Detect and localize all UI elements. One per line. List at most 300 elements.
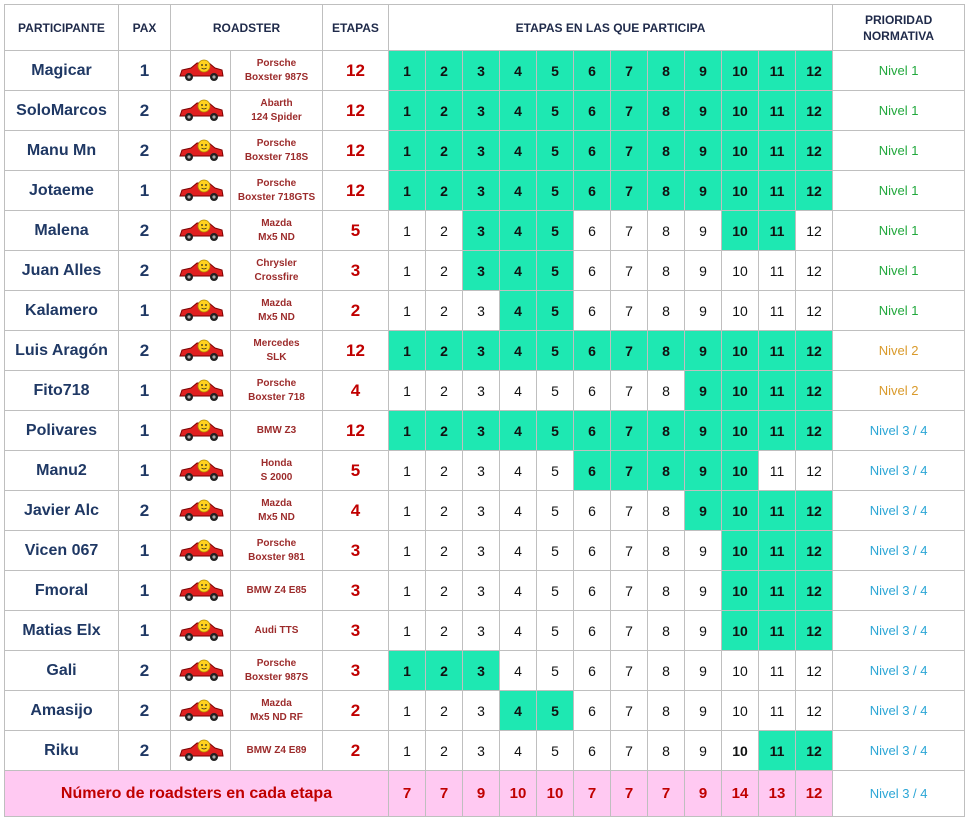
priority-level: Nivel 1: [833, 291, 965, 331]
stage-cell: 10: [722, 611, 759, 651]
priority-level: Nivel 3 / 4: [833, 731, 965, 771]
stage-cell: 5: [537, 571, 574, 611]
stage-cell: 1: [389, 291, 426, 331]
stage-cell: 1: [389, 171, 426, 211]
roadster-icon-cell: [171, 491, 231, 531]
stage-cell: 6: [574, 531, 611, 571]
stage-cell: 11: [759, 331, 796, 371]
roadster-model-line2: Mx5 ND: [258, 231, 295, 243]
stage-cell: 4: [500, 211, 537, 251]
roadster-icon-cell: [171, 651, 231, 691]
participant-name: Jotaeme: [5, 171, 119, 211]
stage-cell: 11: [759, 371, 796, 411]
stage-cell: 11: [759, 691, 796, 731]
etapas-count: 12: [323, 51, 389, 91]
roadster-model-line1: Abarth: [260, 97, 293, 109]
etapas-count: 3: [323, 571, 389, 611]
roadster-model-line2: S 2000: [260, 471, 293, 483]
table-row: [5, 691, 965, 731]
participant-name: Fmoral: [5, 571, 119, 611]
table-row: [5, 531, 965, 571]
stage-cell: 9: [685, 411, 722, 451]
stage-cell: 12: [796, 491, 833, 531]
stage-cell: 4: [500, 611, 537, 651]
pax-value: 1: [119, 531, 171, 571]
header-prioridad-line2: NORMATIVA: [863, 28, 935, 43]
etapas-count: 4: [323, 371, 389, 411]
stage-cell: 3: [463, 611, 500, 651]
stage-cell: 3: [463, 51, 500, 91]
roadster-icon-cell: [171, 571, 231, 611]
priority-level: Nivel 3 / 4: [833, 491, 965, 531]
stage-cell: 4: [500, 91, 537, 131]
stage-cell: 9: [685, 211, 722, 251]
stage-cell: 7: [611, 651, 648, 691]
stage-cell: 6: [574, 651, 611, 691]
stage-cell: 6: [574, 491, 611, 531]
roadster-model-line1: Honda: [260, 457, 293, 469]
stage-cell: 12: [796, 131, 833, 171]
stage-cell: 8: [648, 731, 685, 771]
car-icon: [177, 658, 225, 684]
etapas-count: 3: [323, 651, 389, 691]
priority-level: Nivel 2: [833, 331, 965, 371]
roadster-icon-cell: [171, 131, 231, 171]
roadster-model-line2: Boxster 981: [248, 551, 305, 563]
roadster-icon-cell: [171, 611, 231, 651]
etapas-count: 12: [323, 331, 389, 371]
stage-cell: 9: [685, 731, 722, 771]
pax-value: 1: [119, 171, 171, 211]
table-row: [5, 611, 965, 651]
stage-total: 14: [722, 771, 759, 817]
stage-cell: 9: [685, 611, 722, 651]
stage-cell: 4: [500, 731, 537, 771]
stage-cell: 1: [389, 211, 426, 251]
table-row: [5, 571, 965, 611]
participant-name: Riku: [5, 731, 119, 771]
stage-cell: 11: [759, 731, 796, 771]
stage-cell: 9: [685, 571, 722, 611]
header-participante: PARTICIPANTE: [5, 5, 119, 51]
etapas-count: 3: [323, 611, 389, 651]
etapas-count: 5: [323, 211, 389, 251]
stage-cell: 6: [574, 611, 611, 651]
roadster-model: [231, 451, 323, 491]
table-row: [5, 651, 965, 691]
stage-cell: 1: [389, 331, 426, 371]
stage-cell: 11: [759, 491, 796, 531]
roadster-icon-cell: [171, 371, 231, 411]
stage-cell: 5: [537, 531, 574, 571]
car-icon: [177, 418, 225, 444]
stage-cell: 8: [648, 451, 685, 491]
priority-level: Nivel 3 / 4: [833, 611, 965, 651]
etapas-count: 3: [323, 251, 389, 291]
car-icon: [177, 138, 225, 164]
pax-value: 2: [119, 91, 171, 131]
priority-level: Nivel 3 / 4: [833, 691, 965, 731]
roadster-model: [231, 131, 323, 171]
stage-cell: 9: [685, 491, 722, 531]
roadster-icon-cell: [171, 691, 231, 731]
stage-cell: 5: [537, 131, 574, 171]
stage-cell: 2: [426, 691, 463, 731]
priority-level: Nivel 1: [833, 251, 965, 291]
roadster-model-line1: Chrysler: [256, 257, 297, 269]
stage-cell: 12: [796, 171, 833, 211]
stage-cell: 7: [611, 51, 648, 91]
car-icon: [177, 378, 225, 404]
stage-cell: 5: [537, 251, 574, 291]
stage-cell: 1: [389, 691, 426, 731]
stage-cell: 12: [796, 251, 833, 291]
participant-name: Luis Aragón: [5, 331, 119, 371]
pax-value: 1: [119, 291, 171, 331]
stage-cell: 2: [426, 131, 463, 171]
stage-cell: 12: [796, 611, 833, 651]
stage-cell: 8: [648, 691, 685, 731]
stage-cell: 1: [389, 531, 426, 571]
priority-level: Nivel 1: [833, 51, 965, 91]
roadster-model-line1: Porsche: [256, 657, 297, 669]
stage-cell: 10: [722, 371, 759, 411]
stage-cell: 10: [722, 531, 759, 571]
roadster-model-line2: Mx5 ND: [258, 511, 295, 523]
etapas-count: 2: [323, 731, 389, 771]
table-row: [5, 411, 965, 451]
table-row: [5, 91, 965, 131]
stage-cell: 6: [574, 371, 611, 411]
stage-cell: 3: [463, 331, 500, 371]
stage-cell: 5: [537, 491, 574, 531]
stage-cell: 8: [648, 251, 685, 291]
stage-cell: 2: [426, 331, 463, 371]
stage-cell: 6: [574, 411, 611, 451]
roadster-icon-cell: [171, 211, 231, 251]
stage-cell: 5: [537, 51, 574, 91]
car-icon: [177, 218, 225, 244]
stage-cell: 7: [611, 371, 648, 411]
participant-name: Malena: [5, 211, 119, 251]
stage-cell: 6: [574, 731, 611, 771]
roadster-model-line2: Mx5 ND RF: [250, 711, 303, 723]
stage-cell: 3: [463, 731, 500, 771]
stage-cell: 6: [574, 211, 611, 251]
stage-cell: 6: [574, 291, 611, 331]
stage-total: 9: [463, 771, 500, 817]
stage-cell: 9: [685, 531, 722, 571]
roadster-model: [231, 211, 323, 251]
participants-table: [4, 4, 965, 817]
etapas-count: 12: [323, 131, 389, 171]
pax-value: 2: [119, 731, 171, 771]
stage-cell: 2: [426, 491, 463, 531]
car-icon: [177, 338, 225, 364]
stage-cell: 3: [463, 571, 500, 611]
stage-cell: 3: [463, 691, 500, 731]
stage-cell: 4: [500, 411, 537, 451]
roadster-model-line2: Boxster 718S: [244, 151, 309, 163]
roadster-model-line1: Porsche: [256, 137, 297, 149]
stage-cell: 5: [537, 371, 574, 411]
stage-cell: 7: [611, 211, 648, 251]
header-prioridad-line1: PRIORIDAD: [864, 12, 933, 27]
pax-value: 1: [119, 51, 171, 91]
stage-cell: 9: [685, 651, 722, 691]
roadster-model-line2: Boxster 987S: [244, 671, 309, 683]
stage-cell: 12: [796, 571, 833, 611]
roadster-model-line2: 124 Spider: [251, 111, 302, 123]
roadster-model-line2: Boxster 987S: [244, 71, 309, 83]
stage-cell: 2: [426, 51, 463, 91]
participant-name: Gali: [5, 651, 119, 691]
header-etapas-participa: ETAPAS EN LAS QUE PARTICIPA: [389, 5, 833, 51]
stage-cell: 4: [500, 491, 537, 531]
table-row: [5, 331, 965, 371]
priority-level: Nivel 1: [833, 211, 965, 251]
stage-cell: 12: [796, 371, 833, 411]
stage-cell: 1: [389, 451, 426, 491]
stage-cell: 2: [426, 171, 463, 211]
totals-priority: Nivel 3 / 4: [833, 771, 965, 817]
table-row: [5, 451, 965, 491]
etapas-count: 2: [323, 291, 389, 331]
roadster-model: [231, 291, 323, 331]
stage-cell: 6: [574, 451, 611, 491]
roadster-model: [231, 411, 323, 451]
stage-cell: 7: [611, 411, 648, 451]
stage-cell: 1: [389, 411, 426, 451]
roadster-model-line1: Mercedes: [253, 337, 300, 349]
stage-total: 10: [500, 771, 537, 817]
stage-cell: 12: [796, 411, 833, 451]
etapas-count: 12: [323, 411, 389, 451]
car-icon: [177, 98, 225, 124]
stage-cell: 10: [722, 451, 759, 491]
stage-cell: 3: [463, 251, 500, 291]
stage-cell: 9: [685, 171, 722, 211]
header-row: [5, 5, 965, 51]
participant-name: Amasijo: [5, 691, 119, 731]
roadster-icon-cell: [171, 731, 231, 771]
stage-cell: 9: [685, 131, 722, 171]
stage-cell: 11: [759, 451, 796, 491]
roadster-model-line1: Audi TTS: [254, 624, 299, 636]
priority-level: Nivel 2: [833, 371, 965, 411]
roadster-model-line1: Porsche: [256, 377, 297, 389]
stage-cell: 11: [759, 411, 796, 451]
stage-cell: 10: [722, 331, 759, 371]
table-row: [5, 211, 965, 251]
stage-cell: 5: [537, 331, 574, 371]
stage-cell: 8: [648, 371, 685, 411]
roadster-model: [231, 531, 323, 571]
stage-cell: 4: [500, 331, 537, 371]
roadster-model-line1: Mazda: [261, 497, 292, 509]
roadster-model: [231, 611, 323, 651]
stage-cell: 8: [648, 131, 685, 171]
stage-cell: 9: [685, 451, 722, 491]
participant-name: Vicen 067: [5, 531, 119, 571]
stage-cell: 8: [648, 571, 685, 611]
stage-cell: 8: [648, 611, 685, 651]
stage-cell: 10: [722, 691, 759, 731]
table-row: [5, 291, 965, 331]
participant-name: Magicar: [5, 51, 119, 91]
roadster-icon-cell: [171, 251, 231, 291]
stage-cell: 8: [648, 91, 685, 131]
stage-cell: 2: [426, 291, 463, 331]
stage-cell: 4: [500, 371, 537, 411]
pax-value: 2: [119, 491, 171, 531]
stage-cell: 3: [463, 371, 500, 411]
roadster-model-line2: Crossfire: [254, 271, 299, 283]
stage-cell: 5: [537, 91, 574, 131]
stage-cell: 11: [759, 571, 796, 611]
pax-value: 1: [119, 371, 171, 411]
stage-cell: 8: [648, 651, 685, 691]
roadster-model: [231, 571, 323, 611]
car-icon: [177, 498, 225, 524]
stage-total: 7: [648, 771, 685, 817]
stage-cell: 3: [463, 91, 500, 131]
stage-cell: 7: [611, 451, 648, 491]
stage-cell: 1: [389, 251, 426, 291]
stage-cell: 10: [722, 91, 759, 131]
roadster-icon-cell: [171, 51, 231, 91]
etapas-count: 5: [323, 451, 389, 491]
car-icon: [177, 258, 225, 284]
participant-name: Manu Mn: [5, 131, 119, 171]
stage-cell: 4: [500, 691, 537, 731]
stage-cell: 11: [759, 211, 796, 251]
roadster-model: [231, 371, 323, 411]
stage-cell: 8: [648, 171, 685, 211]
car-icon: [177, 458, 225, 484]
stage-cell: 10: [722, 491, 759, 531]
stage-cell: 8: [648, 211, 685, 251]
stage-cell: 5: [537, 691, 574, 731]
stage-total: 7: [389, 771, 426, 817]
stage-cell: 1: [389, 51, 426, 91]
stage-total: 7: [611, 771, 648, 817]
stage-cell: 10: [722, 211, 759, 251]
stage-cell: 2: [426, 731, 463, 771]
roadster-model: [231, 731, 323, 771]
stage-cell: 4: [500, 531, 537, 571]
stage-cell: 2: [426, 611, 463, 651]
stage-cell: 10: [722, 131, 759, 171]
stage-cell: 6: [574, 691, 611, 731]
stage-cell: 2: [426, 211, 463, 251]
stage-cell: 12: [796, 451, 833, 491]
stage-cell: 10: [722, 251, 759, 291]
roadster-model-line2: Boxster 718: [248, 391, 305, 403]
stage-cell: 10: [722, 571, 759, 611]
roadster-model: [231, 51, 323, 91]
stage-cell: 11: [759, 251, 796, 291]
stage-cell: 2: [426, 531, 463, 571]
participant-name: Manu2: [5, 451, 119, 491]
stage-cell: 12: [796, 731, 833, 771]
stage-cell: 4: [500, 451, 537, 491]
car-icon: [177, 538, 225, 564]
pax-value: 1: [119, 611, 171, 651]
stage-cell: 12: [796, 91, 833, 131]
stage-cell: 7: [611, 491, 648, 531]
roadster-icon-cell: [171, 331, 231, 371]
stage-cell: 2: [426, 411, 463, 451]
stage-cell: 12: [796, 51, 833, 91]
stage-cell: 9: [685, 291, 722, 331]
stage-cell: 6: [574, 91, 611, 131]
priority-level: Nivel 1: [833, 91, 965, 131]
stage-cell: 3: [463, 531, 500, 571]
table-row: [5, 491, 965, 531]
header-roadster: ROADSTER: [171, 5, 323, 51]
stage-cell: 7: [611, 531, 648, 571]
stage-total: 10: [537, 771, 574, 817]
roadster-model: [231, 171, 323, 211]
stage-cell: 12: [796, 531, 833, 571]
stage-cell: 3: [463, 651, 500, 691]
table-row: [5, 171, 965, 211]
etapas-count: 3: [323, 531, 389, 571]
stage-cell: 7: [611, 131, 648, 171]
header-prioridad: [833, 5, 965, 51]
stage-cell: 11: [759, 51, 796, 91]
roadster-icon-cell: [171, 171, 231, 211]
stage-cell: 12: [796, 211, 833, 251]
roadster-icon-cell: [171, 411, 231, 451]
stage-cell: 1: [389, 731, 426, 771]
stage-cell: 4: [500, 571, 537, 611]
stage-cell: 9: [685, 331, 722, 371]
stage-cell: 6: [574, 571, 611, 611]
roadster-icon-cell: [171, 291, 231, 331]
stage-cell: 2: [426, 371, 463, 411]
stage-cell: 11: [759, 91, 796, 131]
roadster-model-line1: Porsche: [256, 177, 297, 189]
stage-cell: 5: [537, 211, 574, 251]
stage-cell: 1: [389, 611, 426, 651]
stage-cell: 7: [611, 611, 648, 651]
totals-label: Número de roadsters en cada etapa: [5, 771, 389, 817]
pax-value: 2: [119, 131, 171, 171]
stage-cell: 9: [685, 251, 722, 291]
roadster-model-line2: SLK: [266, 351, 287, 363]
stage-cell: 7: [611, 91, 648, 131]
participant-name: Fito718: [5, 371, 119, 411]
stage-cell: 7: [611, 171, 648, 211]
stage-cell: 5: [537, 611, 574, 651]
stage-cell: 7: [611, 291, 648, 331]
participant-name: Matias Elx: [5, 611, 119, 651]
stage-cell: 12: [796, 691, 833, 731]
stage-cell: 4: [500, 651, 537, 691]
roadster-model-line1: BMW Z4 E85: [246, 584, 307, 596]
roadster-model-line2: Mx5 ND: [258, 311, 295, 323]
stage-cell: 11: [759, 291, 796, 331]
table-row: [5, 731, 965, 771]
stage-cell: 12: [796, 651, 833, 691]
roadster-model-line2: Boxster 718GTS: [237, 191, 316, 203]
stage-cell: 1: [389, 131, 426, 171]
stage-cell: 3: [463, 291, 500, 331]
pax-value: 1: [119, 411, 171, 451]
stage-cell: 7: [611, 731, 648, 771]
